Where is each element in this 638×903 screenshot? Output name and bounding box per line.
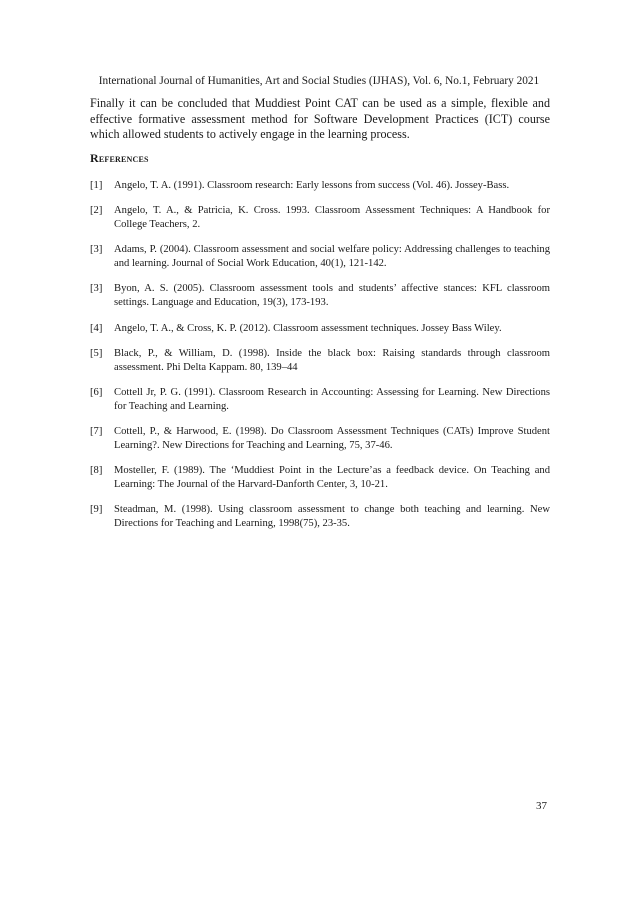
reference-number: [3] (90, 283, 103, 295)
conclusion-paragraph: Finally it can be concluded that Muddiest Point CAT can be used as a simple, flexible and effective formative assessment method for Software Development Practices (ICT) course which allowed students to actively engage in the learning process. (90, 96, 550, 141)
reference-number: [3] (90, 244, 103, 256)
reference-item (90, 179, 550, 193)
reference-number: [1] (90, 180, 103, 191)
journal-header: International Journal of Humanities, Art and Social Studies (IJHAS), Vol. 6, No.1, February 2021 (98, 75, 540, 87)
reference-item (90, 425, 550, 453)
reference-text: Black, P., & William, D. (1998). Inside the black box: Raising standards through classroom assessment. Phi Delta Kappam. 80, 139–44 (114, 347, 550, 373)
reference-text: Angelo, T. A., & Patricia, K. Cross. 1993. Classroom Assessment Techniques: A Handbook for College Teachers, 2. (114, 205, 550, 231)
reference-item (90, 282, 550, 310)
reference-item (90, 204, 550, 232)
reference-text: Adams, P. (2004). Classroom assessment and social welfare policy: Addressing challenges to teaching and learning. Journal of Social Work Education, 40(1), 121-142. (114, 244, 550, 270)
references-heading: References (90, 151, 149, 165)
reference-item (90, 322, 550, 336)
reference-number: [9] (90, 504, 103, 516)
reference-number: [7] (90, 426, 103, 438)
reference-text: Mosteller, F. (1989). The ‘Muddiest Point in the Lecture’as a feedback device. On Teaching and Learning: The Journal of the Harvard-Danforth Center, 3, 10-21. (114, 465, 550, 490)
reference-item (90, 503, 550, 531)
reference-item (90, 464, 550, 492)
reference-text: Byon, A. S. (2005). Classroom assessment tools and students’ affective stances: KFL classroom settings. Language and Education, 19(3), 173-193. (114, 283, 550, 309)
reference-item (90, 347, 550, 375)
reference-number: [4] (90, 322, 103, 334)
reference-number: [2] (90, 205, 103, 217)
page-number: 37 (536, 800, 547, 812)
reference-list (90, 179, 550, 542)
reference-number: [5] (90, 347, 103, 359)
reference-text: Angelo, T. A. (1991). Classroom research: Early lessons from success (Vol. 46). Jossey-Bass. (114, 180, 510, 191)
reference-text: Steadman, M. (1998). Using classroom assessment to change both teaching and learning. New Directions for Teaching and Learning, 1998(75), 23-35. (114, 504, 550, 530)
reference-number: [6] (90, 386, 103, 398)
reference-item (90, 243, 550, 271)
reference-text: Angelo, T. A., & Cross, K. P. (2012). Classroom assessment techniques. Jossey Bass Wiley. (114, 322, 502, 334)
reference-item (90, 386, 550, 414)
reference-text: Cottell Jr, P. G. (1991). Classroom Research in Accounting: Assessing for Learning. New Directions for Teaching and Learning. (114, 386, 550, 412)
reference-number: [8] (90, 465, 103, 477)
reference-text: Cottell, P., & Harwood, E. (1998). Do Classroom Assessment Techniques (CATs) Improve Student Learning?. New Directions for Teaching and Learning, 75, 37-46. (114, 426, 550, 451)
